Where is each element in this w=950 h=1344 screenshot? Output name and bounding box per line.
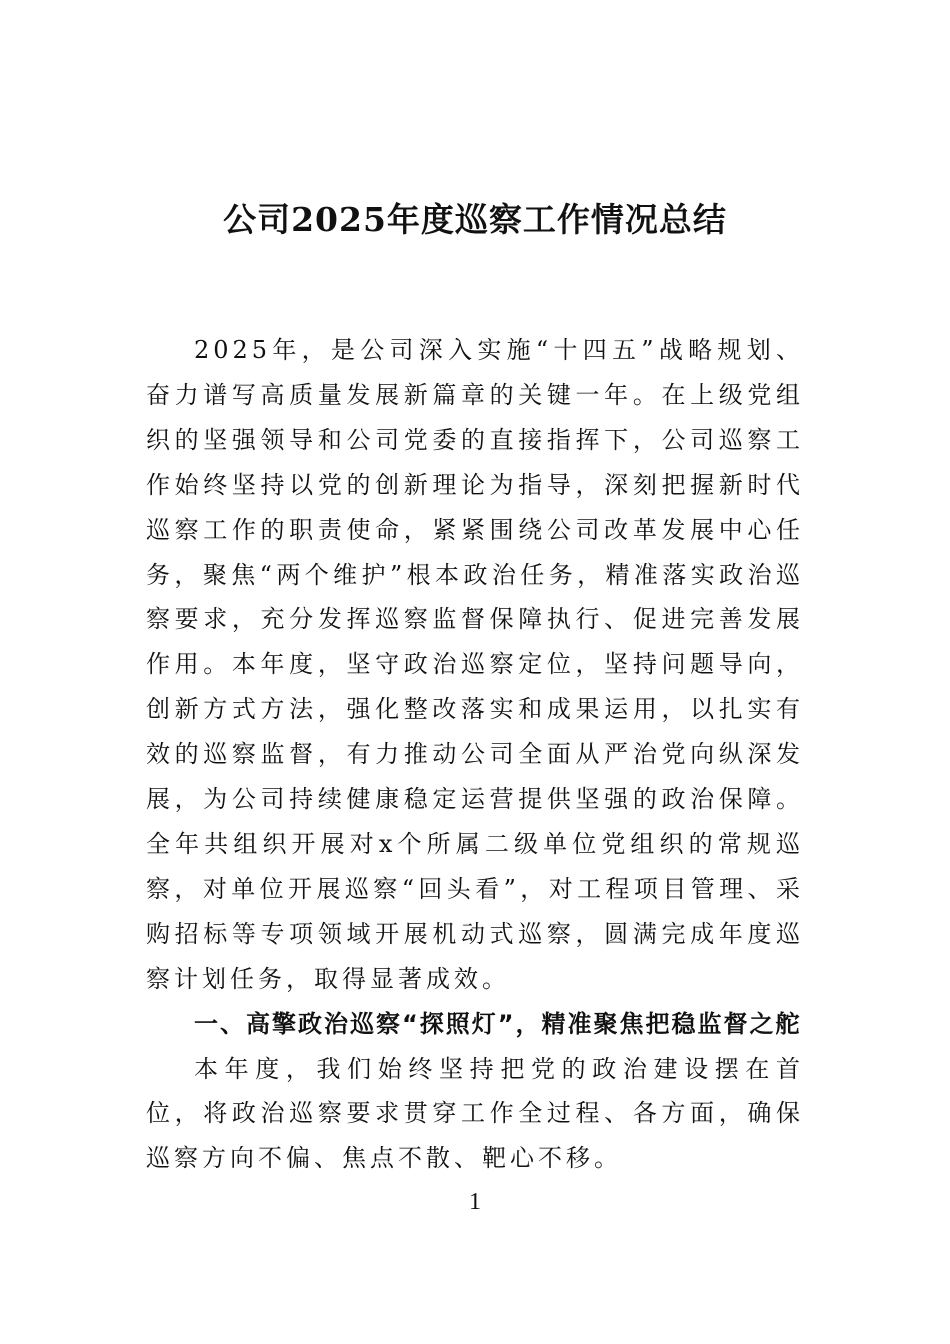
document-title: 公司2025年度巡察工作情况总结 [223,200,727,239]
section-1-paragraph: 本年度，我们始终坚持把党的政治建设摆在首位，将政治巡察要求贯穿工作全过程、各方面，确保巡察方向不偏、焦点不散、靶心不移。 [146,1054,804,1173]
page-number: 1 [469,1189,481,1215]
intro-paragraph: 2025年，是公司深入实施“十四五”战略规划、奋力谱写高质量发展新篇章的关键一年。在上级党组织的坚强领导和公司党委的直接指挥下，公司巡察工作始终坚持以党的创新理论为指导，深刻把握新时代巡察工作的职责使命，紧紧围绕公司改革发展中心任务，聚焦“两个维护”根本政治任务，精准落实政治巡察要求，充分发挥巡察监督保障执行、促进完善发展作用。本年度，坚守政治巡察定位，坚持问题导向，创新方式方法，强化整改落实和成果运用，以扎实有效的巡察监督，有力推动公司全面从严治党向纵深发展，为公司持续健康稳定运营提供坚强的政治保障。全年共组织开展对x个所属二级单位党组织的常规巡察，对单位开展巡察“回头看”，对工程项目管理、采购招标等专项领域开展机动式巡察，圆满完成年度巡察计划任务，取得显著成效。 [146,336,804,993]
document-body [146,328,804,1181]
section-heading-1: 一、高擎政治巡察“探照灯”，精准聚焦把稳监督之舵 [194,1009,802,1038]
